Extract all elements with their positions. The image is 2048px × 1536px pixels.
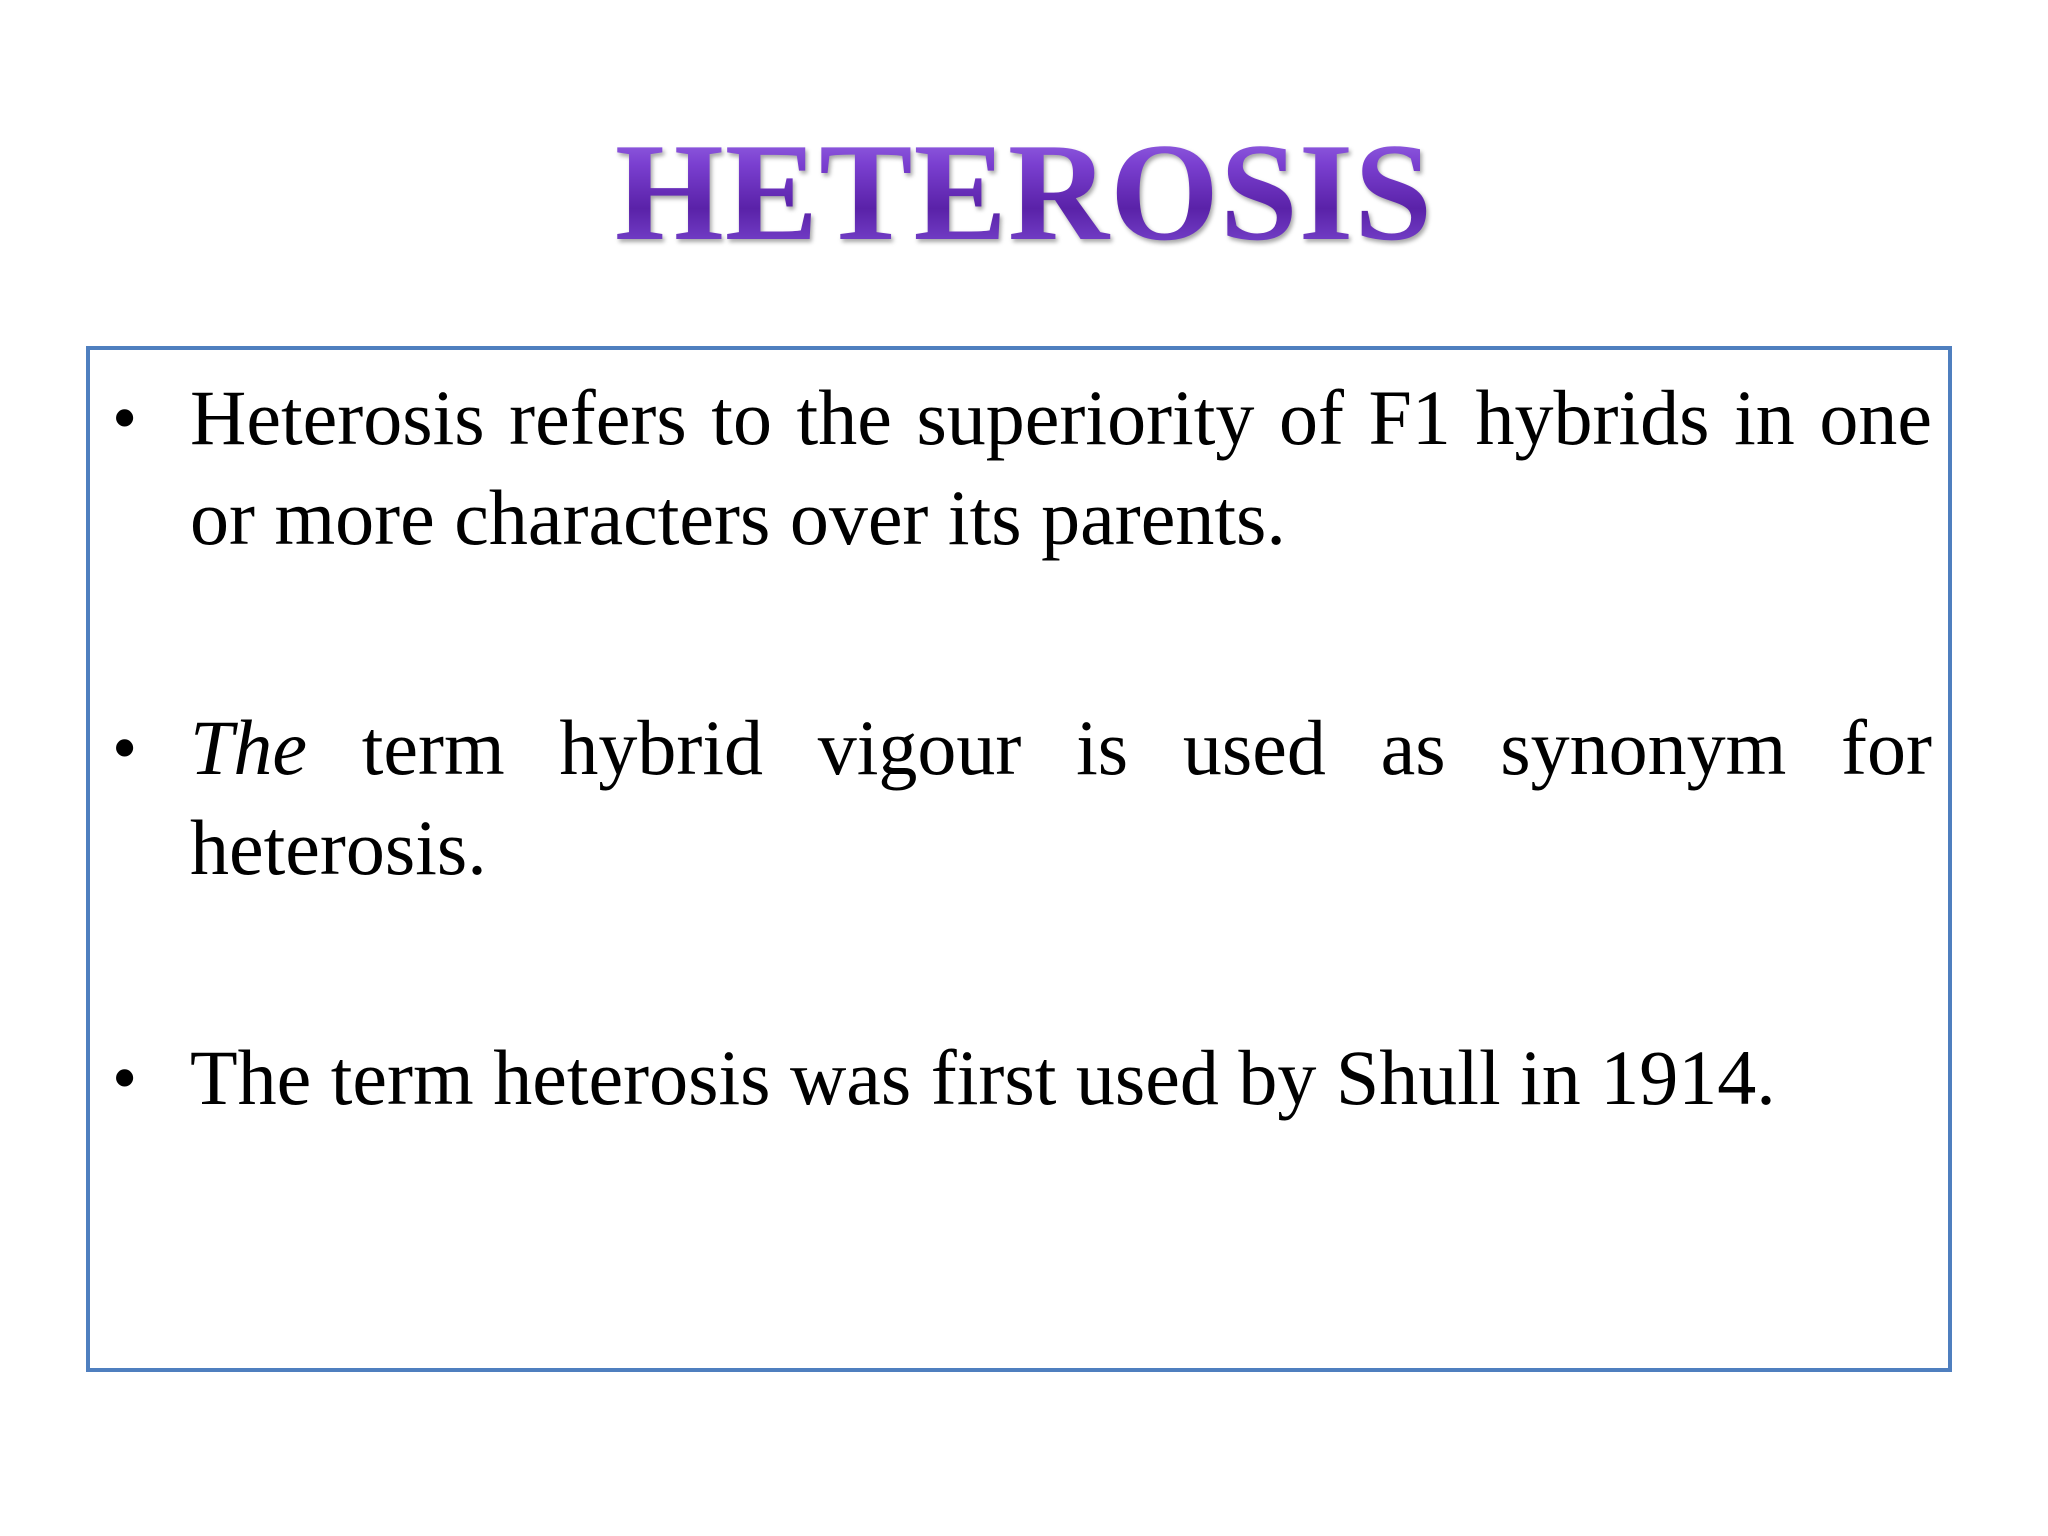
bullet-text: Heterosis refers to the superiority of F1 hybrids in one or more characters over its parents. [190,374,1932,561]
content-box [86,346,1952,1372]
bullet-text: The term heterosis was first used by Shull in 1914. [190,1034,1776,1121]
title-area [0,115,2048,298]
bullet-text-rest: term hybrid vigour is used as synonym for heterosis. [190,704,1932,891]
bullet-dot-icon: • [112,708,138,788]
bullet-text [190,698,1932,898]
slide-title: HETEROSIS [614,115,1434,270]
bullet-dot-icon: • [112,1038,138,1118]
bullet-dot-icon: • [112,378,138,458]
bullet-italic-lead: The [190,704,307,791]
